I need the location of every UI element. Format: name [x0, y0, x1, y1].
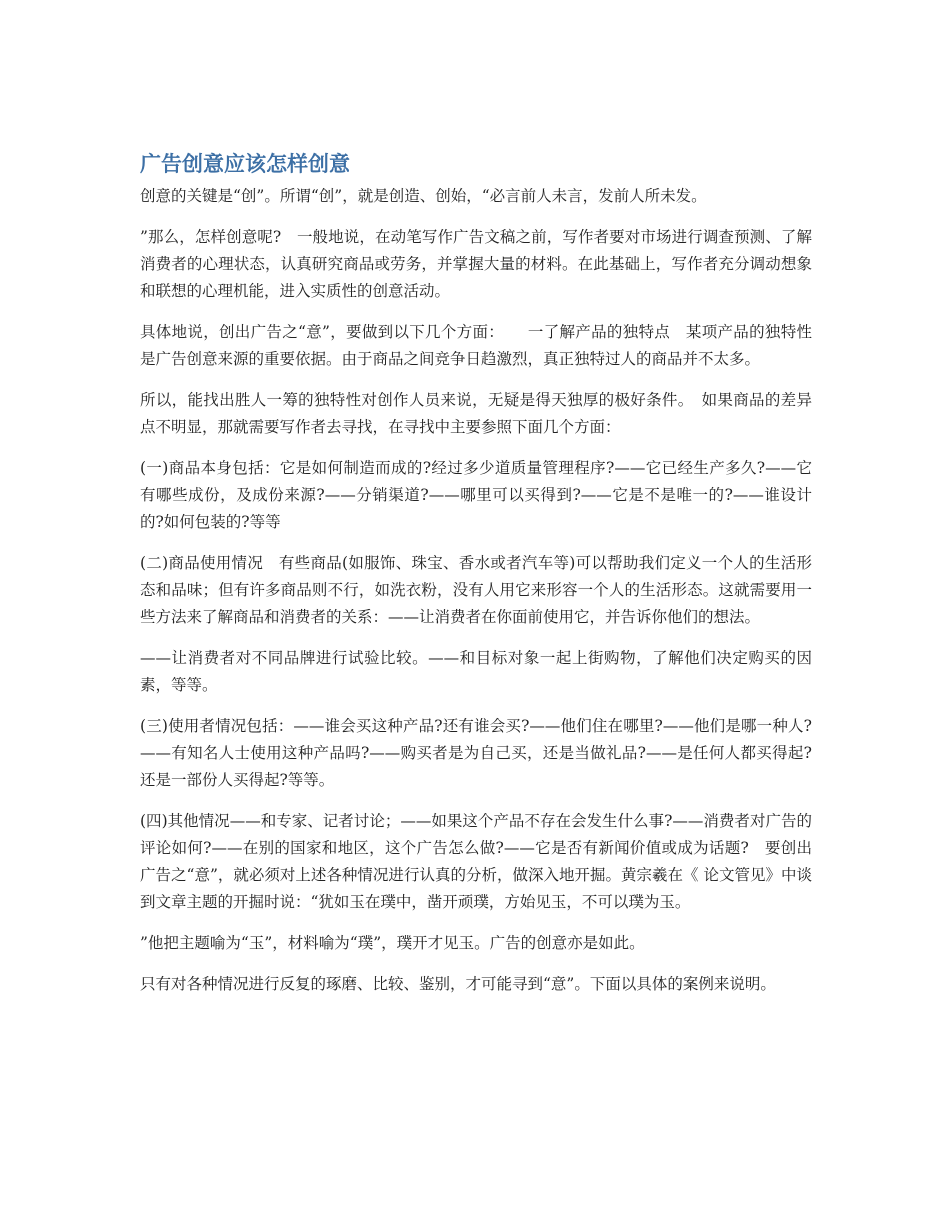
- paragraph-2: ”那么，怎样创意呢? 一般地说，在动笔写作广告文稿之前，写作者要对市场进行调查预测、了解消费者的心理状态，认真研究商品或劳务，并掌握大量的材料。在此基础上，写作者充分调动想象和联想的心理机能，进入实质性的创意活动。: [140, 228, 812, 300]
- paragraph-4: 所以，能找出胜人一筹的独特性对创作人员来说，无疑是得天独厚的极好条件。 如果商品的差异点不明显，那就需要写作者去寻找，在寻找中主要参照下面几个方面：: [140, 391, 812, 436]
- paragraph-7: ——让消费者对不同品牌进行试验比较。——和目标对象一起上街购物，了解他们决定购买的因素，等等。: [140, 649, 812, 694]
- paragraph-6: (二)商品使用情况 有些商品(如服饰、珠宝、香水或者汽车等)可以帮助我们定义一个人的生活形态和品味；但有许多商品则不行，如洗衣粉，没有人用它来形容一个人的生活形态。这就需要用一些方法来了解商品和消费者的关系：——让消费者在你面前使用它，并告诉你他们的想法。: [140, 554, 812, 626]
- paragraph-8: (三)使用者情况包括：——谁会买这种产品?还有谁会买?——他们住在哪里?——他们是哪一种人?——有知名人士使用这种产品吗?——购买者是为自己买，还是当做礼品?——是任何人都买得起?还是一部份人买得起?等等。: [140, 717, 812, 789]
- paragraph-9: (四)其他情况——和专家、记者讨论；——如果这个产品不存在会发生什么事?——消费者对广告的评论如何?——在别的国家和地区，这个广告怎么做?——它是否有新闻价值或成为话题? 要创出广告之“意”，就必须对上述各种情况进行认真的分析，做深入地开掘。黄宗羲在《 论文管见》中谈到文章主题的开掘时说：“犹如玉在璞中，凿开顽璞，方始见玉，不可以璞为玉。: [140, 812, 812, 911]
- paragraph-5: (一)商品本身包括：它是如何制造而成的?经过多少道质量管理程序?——它已经生产多久?——它有哪些成份，及成份来源?——分销渠道?——哪里可以买得到?——它是不是唯一的?——谁设计的?如何包装的?等等: [140, 459, 812, 531]
- paragraph-11: 只有对各种情况进行反复的琢磨、比较、鉴别，才可能寻到“意”。下面以具体的案例来说明。: [140, 975, 776, 993]
- paragraph-3: 具体地说，创出广告之“意”，要做到以下几个方面： 一了解产品的独特点 某项产品的独特性是广告创意来源的重要依据。由于商品之间竞争日趋激烈，真正独特过人的商品并不太多。: [140, 323, 812, 368]
- document-page: [140, 150, 812, 1012]
- paragraph-1: 创意的关键是“创”。所谓“创”，就是创造、创始，“必言前人未言，发前人所未发。: [140, 187, 707, 205]
- paragraph-10: ”他把主题喻为“玉”，材料喻为“璞”，璞开才见玉。广告的创意亦是如此。: [140, 934, 645, 952]
- document-title: 广告创意应该怎样创意: [140, 152, 350, 176]
